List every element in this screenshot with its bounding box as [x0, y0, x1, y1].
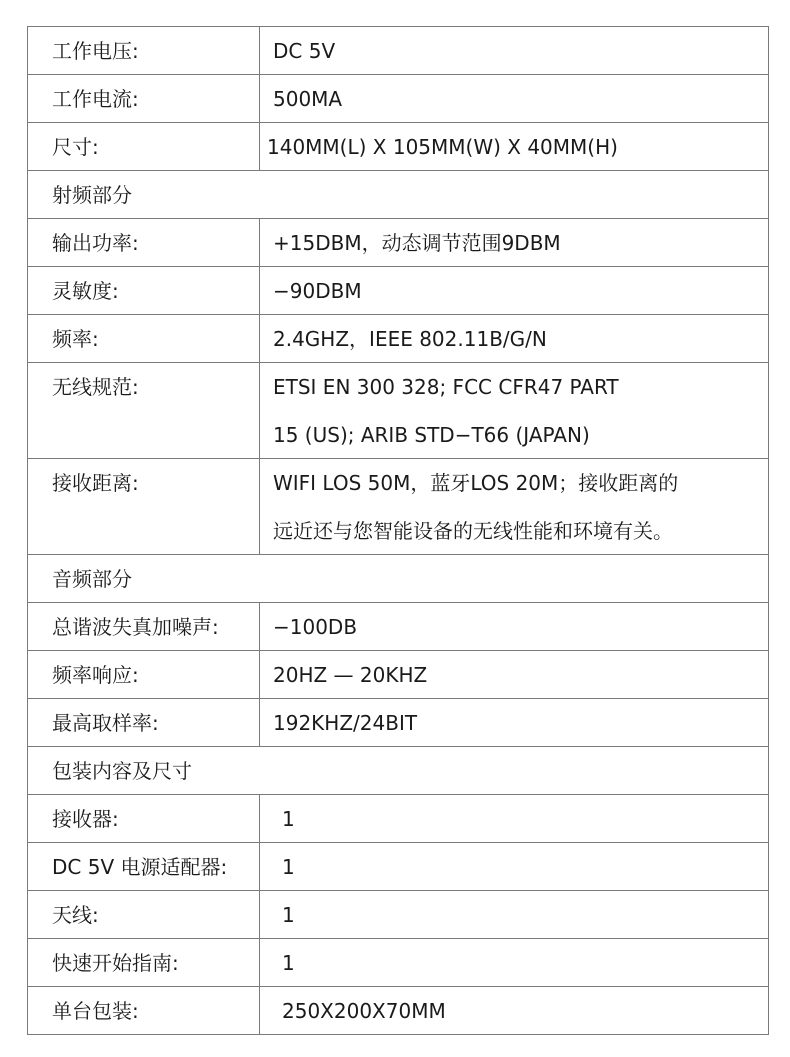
section-title: 射频部分 — [52, 183, 132, 207]
spec-value-line: DC 5V — [273, 39, 336, 63]
spec-label: 工作电流: — [28, 75, 260, 122]
spec-row — [28, 75, 768, 123]
spec-value-line: 1 — [282, 903, 295, 927]
spec-value-line: 1 — [282, 951, 295, 975]
spec-value-line: 2.4GHZ，IEEE 802.11B/G/N — [273, 327, 547, 351]
spec-value — [260, 795, 768, 842]
spec-value-line: 250X200X70MM — [282, 999, 446, 1023]
spec-value-line: −90DBM — [273, 279, 362, 303]
spec-value — [260, 75, 768, 122]
spec-label: 无线规范: — [28, 363, 260, 458]
spec-label: 尺寸: — [28, 123, 260, 170]
spec-value — [260, 123, 768, 170]
spec-label: 最高取样率: — [28, 699, 260, 746]
section-title: 音频部分 — [52, 567, 132, 591]
spec-row — [28, 603, 768, 651]
spec-value — [260, 459, 768, 554]
spec-row — [28, 219, 768, 267]
spec-row — [28, 651, 768, 699]
section-header-row — [28, 747, 768, 795]
spec-row — [28, 363, 768, 459]
spec-value-line: 1 — [282, 855, 295, 879]
spec-label: 灵敏度: — [28, 267, 260, 314]
spec-row — [28, 27, 768, 75]
spec-row — [28, 939, 768, 987]
spec-label: 频率: — [28, 315, 260, 362]
spec-row — [28, 795, 768, 843]
spec-value-line: 1 — [282, 807, 295, 831]
spec-value — [260, 891, 768, 938]
spec-row — [28, 891, 768, 939]
spec-label: 输出功率: — [28, 219, 260, 266]
spec-row — [28, 267, 768, 315]
spec-value-line: −100DB — [273, 615, 358, 639]
spec-value — [260, 27, 768, 74]
spec-row — [28, 987, 768, 1035]
spec-row — [28, 459, 768, 555]
spec-value-line: WIFI LOS 50M，蓝牙LOS 20M；接收距离的 — [273, 471, 679, 495]
spec-value-line: 20HZ — 20KHZ — [273, 663, 428, 687]
spec-label: 频率响应: — [28, 651, 260, 698]
spec-label: 天线: — [28, 891, 260, 938]
spec-value — [260, 363, 768, 458]
spec-value — [260, 939, 768, 986]
spec-label: 总谐波失真加噪声: — [28, 603, 260, 650]
spec-value-line: 192KHZ/24BIT — [273, 711, 418, 735]
spec-table — [27, 26, 769, 1035]
spec-label: 工作电压: — [28, 27, 260, 74]
spec-row — [28, 315, 768, 363]
section-header-row — [28, 555, 768, 603]
spec-value — [260, 843, 768, 890]
spec-value-line: 140MM(L) X 105MM(W) X 40MM(H) — [267, 135, 618, 159]
spec-value-line: +15DBM，动态调节范围9DBM — [273, 231, 561, 255]
spec-label: 单台包装: — [28, 987, 260, 1034]
spec-row — [28, 699, 768, 747]
spec-label: 快速开始指南: — [28, 939, 260, 986]
spec-value-line: 500MA — [273, 87, 343, 111]
spec-value — [260, 267, 768, 314]
spec-value — [260, 219, 768, 266]
spec-value-line: 远近还与您智能设备的无线性能和环境有关。 — [273, 519, 673, 543]
spec-value-line: ETSI EN 300 328; FCC CFR47 PART — [273, 375, 619, 399]
spec-value — [260, 699, 768, 746]
spec-value — [260, 651, 768, 698]
spec-row — [28, 843, 768, 891]
spec-value-line: 15 (US); ARIB STD−T66 (JAPAN) — [273, 423, 590, 447]
spec-label: 接收距离: — [28, 459, 260, 554]
spec-value — [260, 603, 768, 650]
spec-label: DC 5V 电源适配器: — [28, 843, 260, 890]
spec-label: 接收器: — [28, 795, 260, 842]
spec-value — [260, 987, 768, 1034]
section-title: 包装内容及尺寸 — [52, 759, 192, 783]
spec-row — [28, 123, 768, 171]
section-header-row — [28, 171, 768, 219]
spec-value — [260, 315, 768, 362]
